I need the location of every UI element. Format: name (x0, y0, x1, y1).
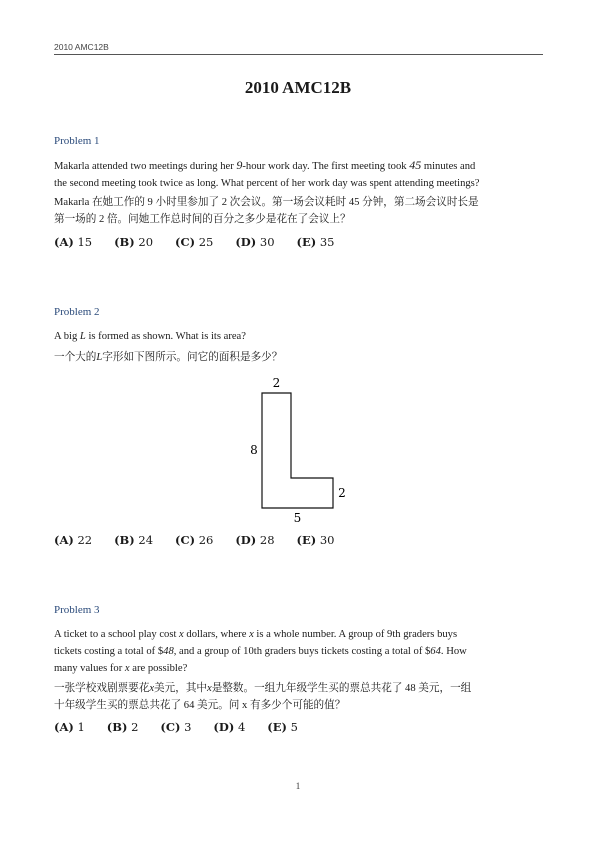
choice-letter: (C) (175, 235, 196, 249)
answer-choice (175, 235, 213, 249)
document-title: 2010 AMC12B (244, 78, 352, 97)
problem-3-text-en: A ticket to a school play cost x dollars, where x is a whole number. A group of 9th graders buys tickets costing a total of $48, and a group of 10th graders buys tickets costing a total of $64. How many values for x are possible? (54, 629, 467, 674)
dimension-bottom-label: 5 (293, 511, 302, 525)
math-number: 9 (236, 158, 243, 172)
choice-letter: (A) (54, 533, 74, 547)
math-variable: x (149, 683, 155, 694)
choice-letter: (C) (160, 720, 181, 734)
choice-value: 15 (77, 235, 93, 249)
problem-2-answer-choices (54, 533, 334, 547)
problem-2-text-zh: 一个大的L字形如下图所示。问它的面积是多少？ (54, 352, 283, 363)
answer-choice (235, 235, 274, 249)
problem-1-heading: Problem 1 (54, 135, 100, 147)
choice-value: 30 (319, 533, 335, 547)
problem-1-text-zh: Makarla 在她工作的 9 小时里参加了 2 次会议。第一场会议耗时 45 分钟，第二场会议时长是 第一场的 2 倍。问她工作总时间的百分之多少是花在了会议上？ (54, 197, 479, 225)
problem-1-answer-choices (54, 235, 334, 249)
choice-value: 25 (198, 235, 214, 249)
header-label: 2010 AMC12B (54, 42, 109, 52)
choice-value: 1 (77, 720, 85, 734)
problem-3-heading: Problem 3 (54, 604, 100, 616)
choice-value: 22 (77, 533, 93, 547)
answer-choice (297, 533, 335, 547)
math-variable: L (79, 331, 86, 342)
problem-3-text-zh: 一张学校戏剧票要花x美元，其中x是整数。一组九年级学生买的票总共花了 48 美元，一组 十年级学生买的票总共花了 64 美元。问 x 有多少个可能的值？ (54, 683, 472, 711)
answer-choice (54, 720, 85, 734)
math-number: 48 (163, 646, 174, 657)
math-variable: x (249, 629, 254, 640)
problem-3-answer-choices (54, 720, 298, 734)
choice-value: 20 (138, 235, 154, 249)
math-variable: x (207, 683, 212, 694)
dimension-left-label: 8 (250, 443, 258, 457)
answer-choice (235, 533, 274, 547)
choice-letter: (A) (54, 235, 74, 249)
dimension-right-label: 2 (338, 486, 346, 500)
math-variable: L (96, 352, 103, 363)
choice-value: 2 (131, 720, 139, 734)
choice-letter: (D) (235, 533, 257, 547)
page-number: 1 (295, 781, 301, 791)
choice-value: 28 (259, 533, 275, 547)
header-divider (54, 54, 543, 55)
choice-letter: (A) (54, 720, 74, 734)
choice-letter: (B) (114, 235, 135, 249)
math-variable: x (124, 663, 130, 674)
choice-letter: (C) (175, 533, 196, 547)
choice-letter: (B) (106, 720, 128, 734)
answer-choice (297, 235, 335, 249)
answer-choice (54, 235, 92, 249)
l-shape-figure (245, 373, 355, 528)
answer-choice (107, 720, 139, 734)
answer-choice (213, 720, 245, 734)
problem-2-heading: Problem 2 (54, 306, 100, 318)
problem-2-text-en: A big L is formed as shown. What is its area? (54, 331, 246, 342)
choice-letter: (B) (114, 533, 135, 547)
choice-value: 24 (138, 533, 154, 547)
answer-choice (54, 533, 92, 547)
choice-letter: (D) (235, 235, 257, 249)
math-number: 64 (430, 646, 441, 657)
dimension-top-label: 2 (272, 376, 281, 390)
answer-choice (114, 533, 153, 547)
problem-1-text-en: Makarla attended two meetings during her 9-hour work day. The first meeting took 45 minutes and the second meeting took twice as long. What percent of her work day was spent attending meetings? (54, 158, 480, 189)
choice-letter: (E) (296, 533, 317, 547)
answer-choice (114, 235, 153, 249)
math-variable: x (179, 629, 184, 640)
l-shape-outline (262, 393, 333, 508)
choice-value: 26 (198, 533, 214, 547)
choice-value: 30 (259, 235, 275, 249)
answer-choice (160, 720, 191, 734)
choice-letter: (E) (267, 720, 287, 734)
answer-choice (175, 533, 213, 547)
choice-letter: (E) (296, 235, 317, 249)
choice-value: 5 (290, 720, 298, 734)
choice-letter: (D) (213, 720, 235, 734)
choice-value: 35 (319, 235, 335, 249)
answer-choice (267, 720, 298, 734)
choice-value: 3 (184, 720, 192, 734)
math-number: 45 (409, 158, 422, 172)
choice-value: 4 (237, 720, 246, 734)
